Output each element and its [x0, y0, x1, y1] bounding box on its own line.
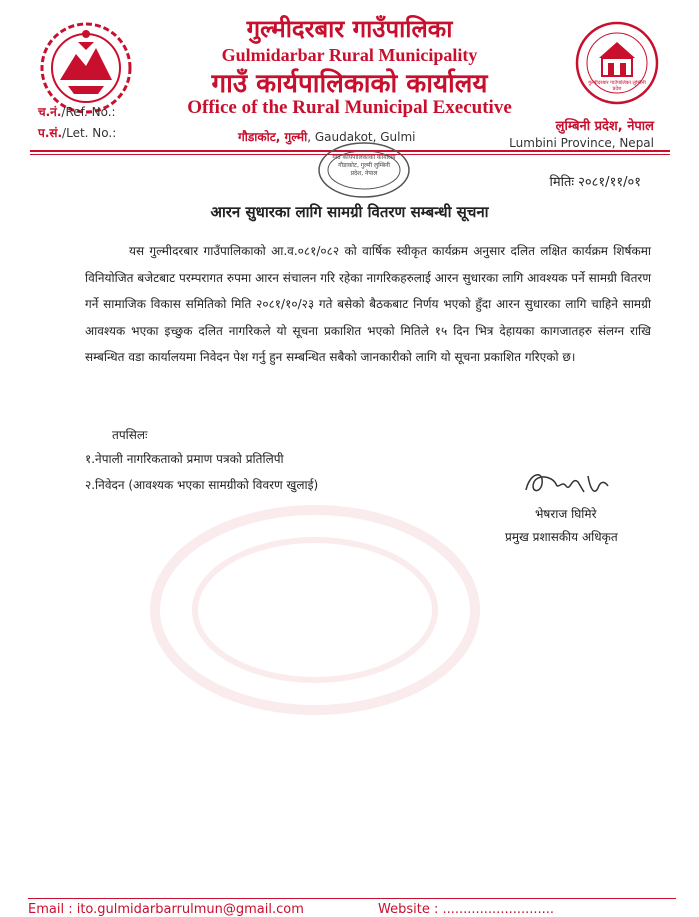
notice-date: मितिः २०८१/११/०१: [549, 175, 641, 190]
municipality-name-np: गुल्मीदरबार गाउँपालिका: [246, 14, 453, 43]
footer-website: Website : ...........................: [378, 902, 555, 917]
watermark-emblem: [145, 500, 485, 720]
details-label: तपसिलः: [112, 428, 148, 442]
signature: [518, 462, 618, 508]
signatory-name: भेषराज घिमिरे: [535, 507, 597, 521]
office-name-en: Office of the Rural Municipal Executive: [187, 97, 512, 118]
address-np: गौडाकोट, गुल्मी: [238, 130, 308, 144]
list-item: २.निवेदन (आवश्यक भएका सामग्रीको विवरण खुलाई): [85, 478, 319, 492]
office-name-np: गाउँ कार्यपालिकाको कार्यालय: [211, 69, 488, 99]
footer-divider: [28, 898, 676, 899]
letter-no-label: प.सं./Let. No.:: [38, 126, 117, 140]
office-stamp: [316, 140, 412, 200]
right-emblem-text: गुल्मीदरबार गाउँपालिका लुम्बिनी प्रदेश: [588, 80, 646, 92]
notice-body: यस गुल्मीदरबार गाउँपालिकाको आ.व.०८१/०८२ को वार्षिक स्वीकृत कार्यक्रम अनुसार दलित लक्षित कार्यक्रम शिर्षकमा विनियोजित बजेटबाट परम्परागत रुपमा आरन संचालन गरि रहेका नागरिकहरुलाई आरन सुधारका लागि आवश्यक पर्ने सामग्री वितरण गर्ने सामाजिक विकास समितिको मिति २०८१/१०/२३ गते बसेको बैठकबाट निर्णय भएको हुँदा आरन सुधारका लागि चाहिने सामग्री आवश्यक भएका इच्छुक दलित नागरिकले यो सूचना प्रकाशित भएको मितिले १५ दिन भित्र देहायका कागजातहरु संलग्न राखि सम्बन्धित वडा कार्यालयमा निवेदन पेश गर्नु हुन सम्बन्धित सबैको जानकारीको लागि यो सूचना प्रकाशित गरिएको छ।: [85, 244, 651, 364]
stamp-text: गाउँ कार्यपालिकाको कार्यालय गौडाकोट, गुल्मी लुम्बिनी प्रदेश, नेपाल: [332, 154, 396, 177]
signatory-title: प्रमुख प्रशासकीय अधिकृत: [505, 530, 618, 544]
footer-email: Email : ito.gulmidarbarrulmun@gmail.com: [28, 902, 304, 917]
address: गौडाकोट, गुल्मी, Gaudakot, Gulmi: [238, 130, 416, 144]
notice-subject: आरन सुधारका लागि सामग्री वितरण सम्बन्धी सूचना: [210, 203, 489, 221]
list-item: १.नेपाली नागरिकताको प्रमाण पत्रको प्रतिलिपी: [85, 452, 284, 466]
province-en: Lumbini Province, Nepal: [509, 136, 654, 150]
municipality-name-en: Gulmidarbar Rural Municipality: [221, 45, 478, 65]
address-en: Gaudakot, Gulmi: [314, 130, 416, 144]
province-np: लुम्बिनी प्रदेश, नेपाल: [555, 119, 654, 134]
ref-no-label: च.नं./Ref. No.:: [38, 105, 116, 119]
